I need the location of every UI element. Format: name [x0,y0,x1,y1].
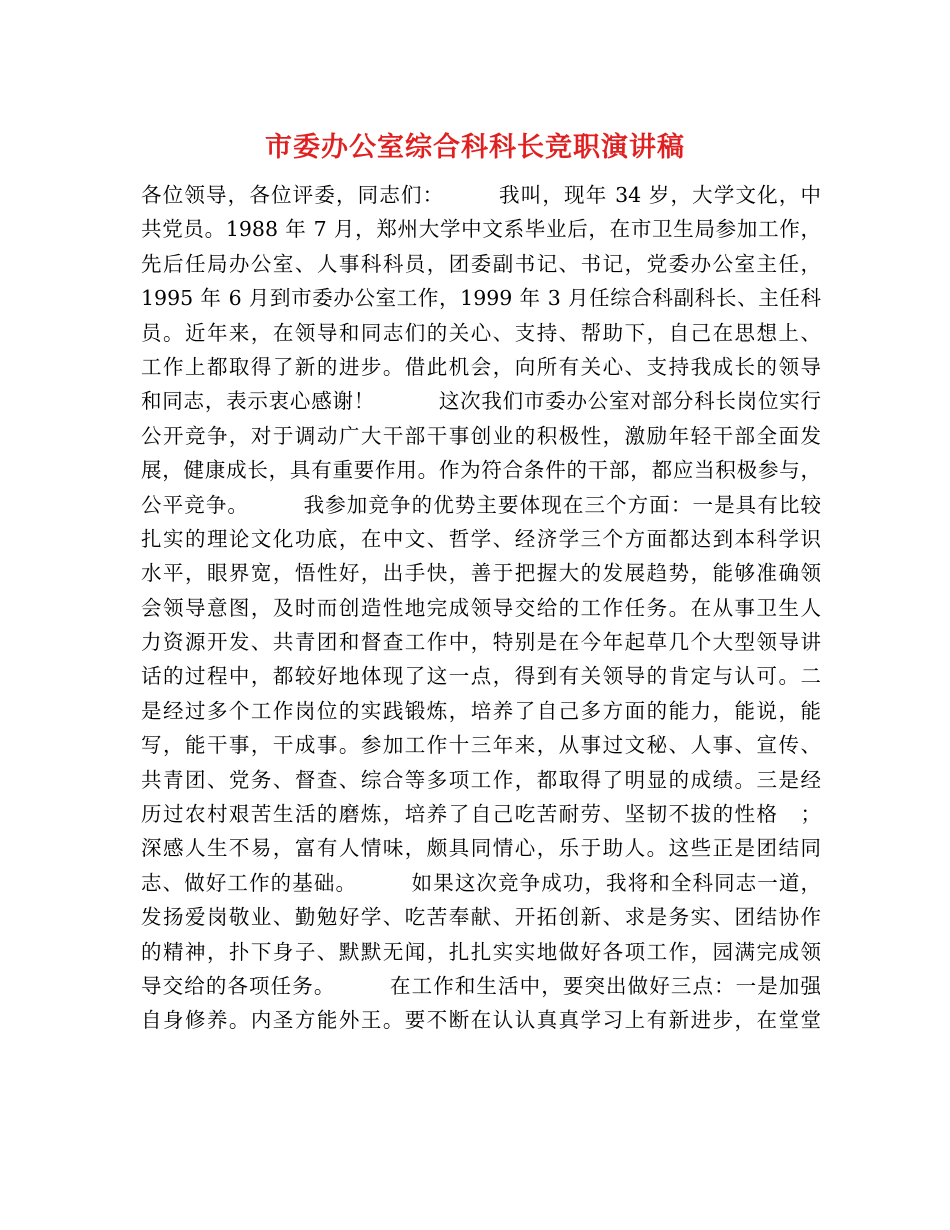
body-line: 历过农村艰苦生活的磨炼，培养了自己吃苦耐劳、坚韧不拔的性格 ； [141,802,821,827]
body-line: 公平竞争。 我参加竞争的优势主要体现在三个方面：一是具有比较 [141,492,821,517]
body-line: 各位领导，各位评委，同志们： 我叫，现年 34 岁，大学文化，中 [141,183,821,207]
document-title: 市委办公室综合科科长竞职演讲稿 [265,132,685,163]
body-line: 公开竞争，对于调动广大干部干事创业的积极性，激励年轻干部全面发 [141,423,821,448]
body-line: 是经过多个工作岗位的实践锻炼，培养了自己多方面的能力，能说，能 [141,698,821,723]
body-line: 扎实的理论文化功底，在中文、哲学、经济学三个方面都达到本科学识 [141,526,821,551]
document-body [141,178,821,1038]
body-line: 水平，眼界宽，悟性好，出手快，善于把握大的发展趋势，能够准确领 [141,561,821,586]
body-line: 共青团、党务、督查、综合等多项工作，都取得了明显的成绩。三是经 [141,767,821,792]
body-line: 自身修养。内圣方能外王。要不断在认认真真学习上有新进步，在堂堂 [141,1008,821,1033]
body-line: 话的过程中，都较好地体现了这一点，得到有关领导的肯定与认可。二 [141,664,821,689]
body-line: 写，能干事，干成事。参加工作十三年来，从事过文秘、人事、宣传、 [141,733,821,758]
body-line: 志、做好工作的基础。 如果这次竞争成功，我将和全科同志一道， [141,870,821,895]
body-line: 1995 年 6 月到市委办公室工作，1999 年 3 月任综合科副科长、主任科 [141,286,821,311]
body-line: 员。近年来，在领导和同志们的关心、支持、帮助下，自己在思想上、 [141,320,821,345]
body-line: 共党员。1988 年 7 月，郑州大学中文系毕业后，在市卫生局参加工作， [141,217,821,242]
body-line: 展，健康成长，具有重要作用。作为符合条件的干部，都应当积极参与， [141,458,821,483]
body-line: 力资源开发、共青团和督查工作中，特别是在今年起草几个大型领导讲 [141,630,821,655]
body-line: 导交给的各项任务。 在工作和生活中，要突出做好三点：一是加强 [141,973,821,998]
body-line: 工作上都取得了新的进步。借此机会，向所有关心、支持我成长的领导 [141,354,821,379]
body-line: 深感人生不易，富有人情味，颇具同情心，乐于助人。这些正是团结同 [141,836,821,861]
body-line: 和同志，表示衷心感谢！ 这次我们市委办公室对部分科长岗位实行 [141,389,821,414]
body-line: 发扬爱岗敬业、勤勉好学、吃苦奉献、开拓创新、求是务实、团结协作 [141,905,821,930]
body-line: 会领导意图，及时而创造性地完成领导交给的工作任务。在从事卫生人 [141,595,821,620]
body-line: 先后任局办公室、人事科科员，团委副书记、书记，党委办公室主任， [141,251,821,276]
body-line: 的精神，扑下身子、默默无闻，扎扎实实地做好各项工作，园满完成领 [141,939,821,964]
